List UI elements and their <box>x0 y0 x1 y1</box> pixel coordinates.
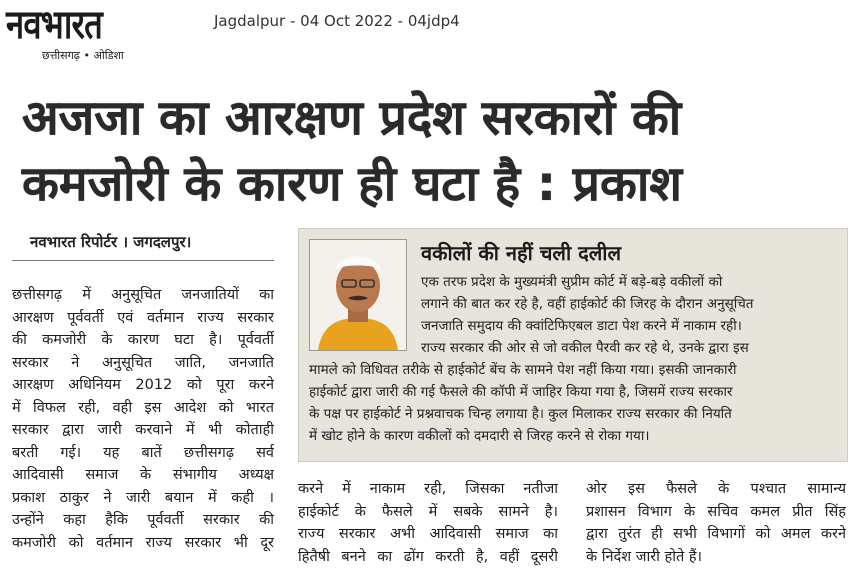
sidebar-title: वकीलों की नहीं चली दलील <box>421 241 622 265</box>
text-line: आरक्षण अधिनियम 2012 को पूरा करने <box>12 377 274 393</box>
text-line: हाईकोर्ट द्वारा जारी की गई फैसले की कॉपी में जाहिर किया गया है, जिसमें राज्य सरकार <box>309 384 733 400</box>
text-line: आरक्षण पूर्ववर्ती एवं वर्तमान राज्य सरकार <box>12 309 274 326</box>
headline-line-2: कमजोरी के कारण ही घटा है : प्रकाश <box>22 156 682 212</box>
text-line: सरकार ने अनुसूचित जाति, जनजाति <box>12 354 274 371</box>
text-line: छत्तीसगढ़ में अनुसूचित जनजातियों का <box>12 287 274 303</box>
text-line: प्रकाश ठाकुर ने जारी बयान में कही । <box>12 489 274 506</box>
text-line: बरती गई। यह बातें छत्तीसगढ़ सर्व <box>12 444 274 461</box>
text-line: प्रशासन विभाग के सचिव कमल प्रीत सिंह <box>586 503 846 520</box>
sidebar-body <box>309 271 835 447</box>
text-line: एक तरफ प्रदेश के मुख्यमंत्री सुप्रीम कोर्ट में बड़े-बड़े वकीलों को <box>421 274 723 290</box>
text-line: सरकार द्वारा जारी करवाने में भी कोताही <box>12 422 274 438</box>
text-line: में विफल रही, वही इस आदेश को भारत <box>12 399 274 416</box>
headline-line-1: अजजा का आरक्षण प्रदेश सरकारों की <box>22 90 682 146</box>
article-column-2 <box>298 478 558 568</box>
article-column-3 <box>586 478 846 568</box>
edition-label: छत्तीसगढ़ • ओडिशा <box>42 49 124 62</box>
text-line: में खोट होने के कारण वकीलों को दमदारी से जिरह करने से रोका गया। <box>309 428 650 444</box>
text-line: ओर इस फैसले के पश्चात सामान्य <box>586 481 846 497</box>
text-line: हितैषी बनने का ढोंग करती है, वहीं दूसरी <box>298 548 558 565</box>
text-line: आदिवासी समाज के संभागीय अध्यक्ष <box>12 467 274 483</box>
text-line: राज्य सरकार की ओर से जो वकील पैरवी कर रहे थे, उनके द्वारा इस <box>421 340 749 356</box>
sidebar-box <box>298 228 848 462</box>
text-line: द्वारा तुरंत ही सभी विभागों को अमल करने <box>586 526 846 542</box>
text-line: लगाने की बात कर रहे है, वहीं हाईकोर्ट की जिरह के दौरान अनुसूचित <box>421 296 754 312</box>
masthead <box>0 0 202 62</box>
text-line: के निर्देश जारी होते हैं। <box>586 548 703 565</box>
text-line: करने में नाकाम रही, जिसका नतीजा <box>298 481 558 497</box>
text-line: मामले को विधिवत तरीके से हाईकोर्ट बेंच के सामने पेश नहीं किया गया। इसकी जानकारी <box>309 362 737 378</box>
newspaper-logo: नवभारत <box>6 2 103 48</box>
text-line: की कमजोरी के कारण घटा है। पूर्ववर्ती <box>12 332 274 348</box>
text-line: राज्य सरकार अभी आदिवासी समाज का <box>298 526 558 542</box>
byline-rule <box>12 260 274 261</box>
byline: नवभारत रिपोर्टर । जगदलपुर। <box>30 233 192 251</box>
text-line: उन्होंने कहा हैकि पूर्ववर्ती सरकार की <box>12 512 274 528</box>
edition-meta: Jagdalpur - 04 Oct 2022 - 04jdp4 <box>214 12 460 30</box>
text-line: हाईकोर्ट के फैसले में सबके सामने है। <box>298 503 558 520</box>
text-line: के पक्ष पर हाईकोर्ट ने प्रश्नवाचक चिन्ह लगाया है। कुल मिलाकर राज्य सरकार की नियति <box>309 406 732 422</box>
article-column-1 <box>12 284 274 554</box>
text-line: जनजाति समुदाय की क्वांटिफिएबल डाटा पेश करने में नाकाम रही। <box>421 318 742 334</box>
text-line: कमजोरी को वर्तमान राज्य सरकार भी दूर <box>12 534 274 551</box>
